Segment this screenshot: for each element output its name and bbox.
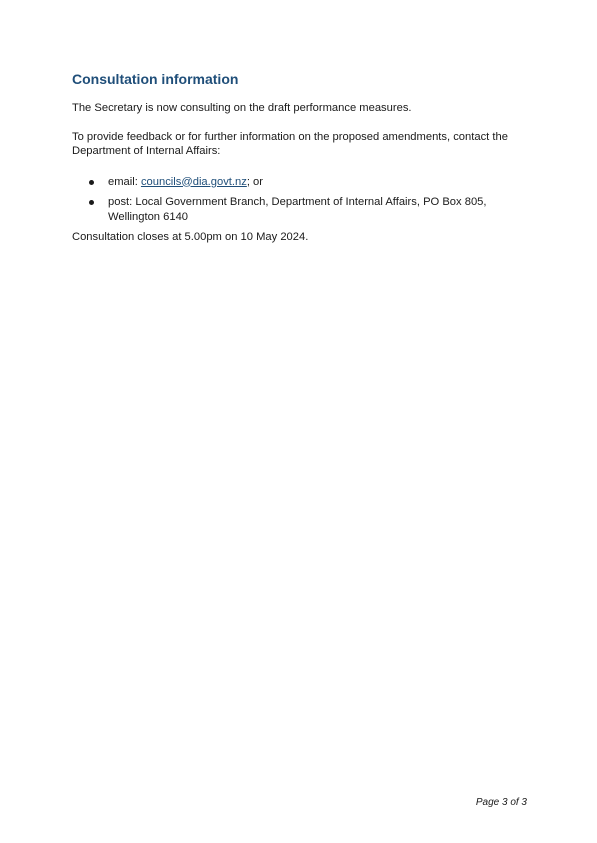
bullet-icon	[89, 200, 94, 205]
email-suffix: ; or	[246, 175, 264, 188]
page-number: Page 3 of 3	[475, 797, 527, 808]
email-link[interactable]: councils@dia.govt.nz	[140, 175, 247, 188]
intro-paragraph: The Secretary is now consulting on the draft performance measures.	[72, 102, 412, 114]
contact-intro-paragraph: To provide feedback or for further information on the proposed amendments, contact the Department of Internal Affairs:	[72, 130, 508, 157]
consultation-section	[72, 70, 532, 245]
contact-list	[72, 175, 532, 225]
section-heading: Consultation information	[72, 71, 239, 87]
post-address: post: Local Government Branch, Department of Internal Affairs, PO Box 805, Wellington 6140	[108, 196, 487, 223]
closing-paragraph: Consultation closes at 5.00pm on 10 May 2024.	[72, 231, 309, 243]
list-item-email	[72, 175, 532, 190]
list-item-post	[72, 195, 532, 224]
bullet-icon	[89, 180, 94, 185]
email-prefix: email:	[108, 175, 141, 188]
